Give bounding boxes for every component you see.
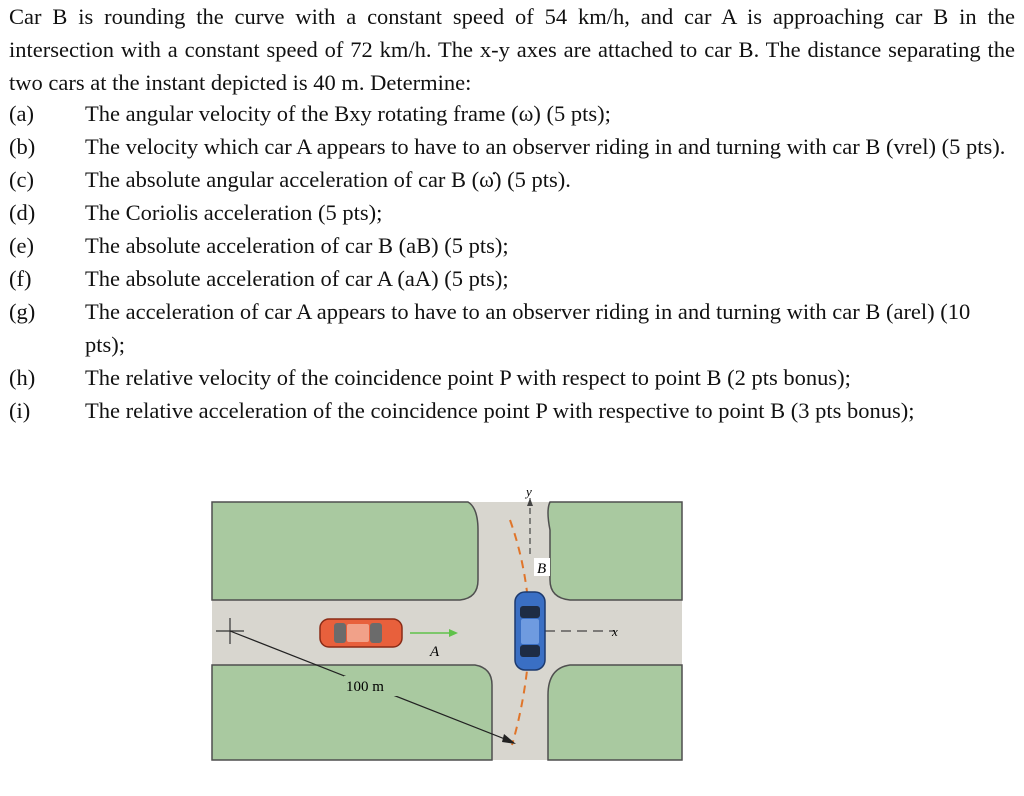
x-axis-label: x (612, 624, 618, 639)
car-b (515, 592, 545, 670)
question-label: (b) (9, 134, 36, 159)
question-text: The relative acceleration of the coincidence point P with respective to point B (3 pts bonus); (85, 398, 915, 423)
question-item-i (9, 394, 1015, 427)
question-text: The absolute angular acceleration of car B (ω̇) (5 pts). (85, 167, 571, 192)
grass-top-right (548, 502, 682, 600)
question-text: The relative velocity of the coincidence point P with respect to point B (2 pts bonus); (85, 365, 851, 390)
question-item-d (9, 196, 1015, 229)
car-a (320, 619, 402, 647)
question-label: (e) (9, 233, 34, 258)
question-label: (i) (9, 398, 31, 423)
radius-label: 100 m (346, 679, 384, 695)
question-text: The Coriolis acceleration (5 pts); (85, 200, 383, 225)
question-label: (g) (9, 299, 36, 324)
question-label: (d) (9, 200, 36, 225)
grass-top-left (212, 502, 478, 600)
question-item-h (9, 361, 1015, 394)
question-item-g (9, 295, 1015, 361)
question-item-f (9, 262, 1015, 295)
question-text: The angular velocity of the Bxy rotating frame (ω) (5 pts); (85, 101, 611, 126)
question-item-e (9, 229, 1015, 262)
question-item-a (9, 97, 1015, 130)
question-item-b (9, 130, 1015, 163)
question-text: The velocity which car A appears to have to an observer riding in and turning with car B (vrel) (5 pts). (85, 134, 1006, 159)
car-a-label: A (430, 644, 440, 660)
question-label: (a) (9, 101, 34, 126)
grass-bottom-right (548, 665, 682, 760)
question-text: The acceleration of car A appears to have to an observer riding in and turning with car B (arel) (10 pts); (85, 299, 971, 357)
intersection-figure (210, 490, 685, 770)
question-label: (f) (9, 266, 32, 291)
question-list (9, 97, 1015, 427)
question-label: (c) (9, 167, 34, 192)
question-item-c (9, 163, 1015, 196)
car-b-label: B (537, 561, 547, 577)
question-text: The absolute acceleration of car B (aB) (5 pts); (85, 233, 509, 258)
problem-intro: Car B is rounding the curve with a constant speed of 54 km/h, and car A is approaching car B in the intersection with a constant speed of 72 km/h. The x-y axes are attached to car B. The distance separating the two cars at the instant depicted is 40 m. Determine: (9, 4, 1015, 95)
y-axis-label: y (526, 490, 532, 499)
question-text: The absolute acceleration of car A (aA) (5 pts); (85, 266, 509, 291)
question-label: (h) (9, 365, 36, 390)
